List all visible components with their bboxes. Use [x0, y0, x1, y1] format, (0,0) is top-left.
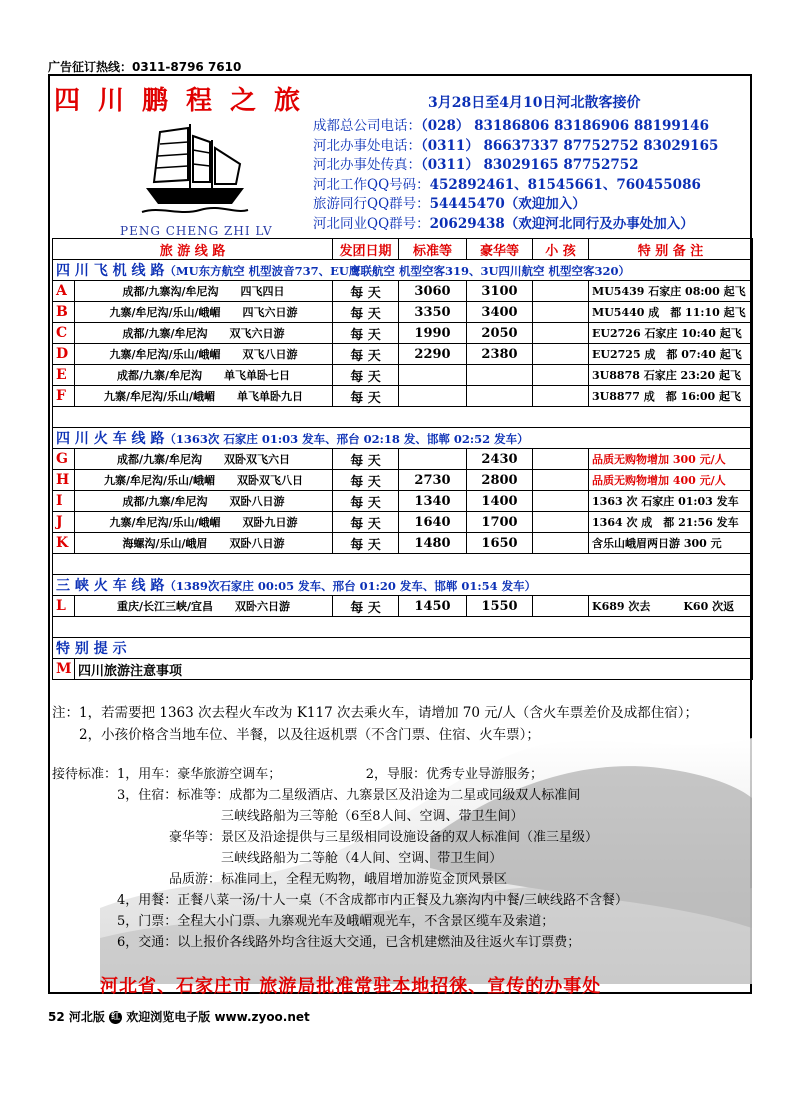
route-name: 成都/九寨/牟尼沟 — [122, 495, 208, 508]
route-name: 九寨/牟尼沟/乐山/峨嵋 — [109, 516, 221, 529]
price-standard: 1640 — [399, 512, 467, 533]
departure-date: 每 天 — [333, 596, 399, 617]
price-standard — [399, 449, 467, 470]
route-cell — [75, 512, 333, 533]
route-desc: 双飞八日游 — [242, 348, 298, 361]
remark: MU5439 石家庄 08:00 起飞 — [589, 281, 753, 302]
price-child — [533, 323, 589, 344]
route-row — [53, 491, 753, 512]
remark: 1363 次 石家庄 01:03 发车 — [589, 491, 753, 512]
section-subtitle: （1389次石家庄 00:05 发车、邢台 01:20 发车、邯郸 01:54 发车） — [164, 579, 537, 593]
contact-list — [313, 117, 718, 234]
route-cell — [75, 533, 333, 554]
spacer-row — [53, 554, 753, 575]
price-child — [533, 533, 589, 554]
route-desc: 双卧六日游 — [235, 600, 291, 613]
route-row — [53, 449, 753, 470]
route-desc: 单飞单卧九日 — [237, 390, 304, 403]
remark: EU2725 成 都 07:40 起飞 — [589, 344, 753, 365]
price-standard — [399, 386, 467, 407]
spacer-row — [53, 407, 753, 428]
price-standard: 2290 — [399, 344, 467, 365]
price-luxury: 2800 — [467, 470, 533, 491]
edition: 河北版 — [68, 1010, 105, 1024]
route-desc: 双卧八日游 — [229, 537, 285, 550]
contact-line: 成都总公司电话：（028） 83186806 83186906 88199146 — [313, 118, 709, 134]
route-desc: 双飞六日游 — [229, 327, 285, 340]
contact-line: 旅游同行QQ群号：54445470（欢迎加入） — [313, 196, 586, 212]
price-luxury: 1400 — [467, 491, 533, 512]
price-luxury: 3100 — [467, 281, 533, 302]
remark: 品质无购物增加 400 元/人 — [589, 470, 753, 491]
route-row — [53, 470, 753, 491]
section-subtitle: （MU东方航空 机型波音737、EU鹰联航空 机型空客319、3U四川航空 机型空客320） — [164, 264, 630, 278]
logo-text: PENG CHENG ZHI LV — [120, 224, 273, 238]
route-code: I — [53, 491, 75, 512]
route-name: 九寨/牟尼沟/乐山/峨嵋 — [103, 474, 216, 487]
standard-line: 3，住宿：标准等：成都为二星级酒店、九寨景区及沿途为二星或同级双人标准间 — [52, 788, 581, 803]
remark: 品质无购物增加 300 元/人 — [589, 449, 753, 470]
logo-badge: 红 — [111, 1012, 121, 1022]
price-table — [52, 238, 753, 680]
route-code: C — [53, 323, 75, 344]
price-luxury — [467, 365, 533, 386]
price-luxury: 2050 — [467, 323, 533, 344]
route-cell — [75, 281, 333, 302]
header-standard: 标准等 — [399, 239, 467, 260]
route-desc: 双卧九日游 — [242, 516, 298, 529]
section-title-row — [53, 428, 753, 449]
route-row — [53, 533, 753, 554]
route-name: 成都/九寨/牟尼沟 — [122, 327, 208, 340]
route-desc: 双卧双飞六日 — [224, 453, 291, 466]
price-child — [533, 512, 589, 533]
remark: K689 次去 K60 次返 — [589, 596, 753, 617]
standard-line: 5，门票：全程大小门票、九寨观光车及峨嵋观光车，不含景区缆车及索道； — [52, 914, 555, 929]
spacer-cell — [53, 617, 753, 638]
special-title-row — [53, 638, 753, 659]
remark: EU2726 石家庄 10:40 起飞 — [589, 323, 753, 344]
route-name: 成都/九寨/牟尼沟 — [116, 369, 203, 382]
footer-link[interactable]: 欢迎浏览电子版 www.zyoo.net — [126, 1010, 310, 1024]
price-standard: 1450 — [399, 596, 467, 617]
section-title — [53, 575, 753, 596]
departure-date: 每 天 — [333, 386, 399, 407]
header-date: 发团日期 — [333, 239, 399, 260]
route-row — [53, 281, 753, 302]
standard-line: 6，交通：以上报价各线路外均含往返大交通，已含机建燃油及往返火车订票费； — [52, 935, 581, 950]
route-cell — [75, 365, 333, 386]
route-code: F — [53, 386, 75, 407]
route-name: 九寨/牟尼沟/乐山/峨嵋 — [109, 306, 221, 319]
route-code: K — [53, 533, 75, 554]
section-title — [53, 428, 753, 449]
contact-line: 河北工作QQ号码：452892461、81545661、760455086 — [313, 176, 701, 193]
price-standard: 2730 — [399, 470, 467, 491]
price-standard: 3060 — [399, 281, 467, 302]
header-route: 旅 游 线 路 — [53, 239, 333, 260]
standard-line: 接待标准：1，用车：豪华旅游空调车； 2，导服：优秀专业导游服务； — [52, 767, 544, 782]
route-row — [53, 344, 753, 365]
departure-date: 每 天 — [333, 323, 399, 344]
route-row — [53, 323, 753, 344]
route-row — [53, 302, 753, 323]
route-desc: 双卧双飞八日 — [237, 474, 304, 487]
approval-banner: 河北省、石家庄市 旅游局批准常驻本地招徕、宣传的办事处 — [100, 976, 602, 997]
standard-line: 4，用餐：正餐八菜一汤/十人一桌（不含成都市内正餐及九寨沟内中餐/三峡线路不含餐） — [52, 893, 629, 908]
special-text: 四川旅游注意事项 — [75, 659, 753, 680]
price-child — [533, 596, 589, 617]
route-cell — [75, 449, 333, 470]
price-standard: 1340 — [399, 491, 467, 512]
route-row — [53, 512, 753, 533]
remark: 3U8878 石家庄 23:20 起飞 — [589, 365, 753, 386]
route-name: 成都/九寨沟/牟尼沟 — [122, 285, 219, 298]
section-name: 三 峡 火 车 线 路 — [56, 578, 165, 594]
route-name: 九寨/牟尼沟/乐山/峨嵋 — [103, 390, 216, 403]
route-cell — [75, 470, 333, 491]
price-luxury — [467, 386, 533, 407]
route-code: B — [53, 302, 75, 323]
standard-line: 三峡线路船为二等舱（4人间、空调、带卫生间） — [52, 851, 503, 866]
special-row — [53, 659, 753, 680]
price-child — [533, 344, 589, 365]
route-code: A — [53, 281, 75, 302]
route-name: 成都/九寨/牟尼沟 — [116, 453, 203, 466]
section-title-row — [53, 260, 753, 281]
section-title-row — [53, 575, 753, 596]
page-number: 52 — [48, 1010, 65, 1024]
route-code: L — [53, 596, 75, 617]
price-standard: 3350 — [399, 302, 467, 323]
price-standard: 1990 — [399, 323, 467, 344]
contact-line: 河北办事处传真：（0311） 83029165 87752752 — [313, 157, 639, 173]
price-standard — [399, 365, 467, 386]
route-desc: 四飞六日游 — [242, 306, 298, 319]
route-code: G — [53, 449, 75, 470]
section-subtitle: （1363次 石家庄 01:03 发车、邢台 02:18 发、邯郸 02:52 发车） — [164, 432, 529, 446]
route-desc: 四飞四日 — [240, 285, 285, 298]
price-luxury: 1650 — [467, 533, 533, 554]
route-cell — [75, 302, 333, 323]
header-remark: 特 别 备 注 — [589, 239, 753, 260]
price-child — [533, 449, 589, 470]
route-cell — [75, 596, 333, 617]
price-luxury: 2380 — [467, 344, 533, 365]
price-child — [533, 281, 589, 302]
remark: 1364 次 成 都 21:56 发车 — [589, 512, 753, 533]
route-code: H — [53, 470, 75, 491]
special-code: M — [53, 659, 75, 680]
standard-line: 豪华等：景区及沿途提供与三星级相同设施设备的双人标准间（准三星级） — [52, 830, 599, 845]
special-title: 特 别 提 示 — [53, 638, 753, 659]
price-child — [533, 386, 589, 407]
departure-date: 每 天 — [333, 470, 399, 491]
route-row — [53, 596, 753, 617]
route-name: 重庆/长江三峡/宜昌 — [116, 600, 214, 613]
section-name: 四 川 飞 机 线 路 — [56, 263, 165, 279]
price-standard: 1480 — [399, 533, 467, 554]
notes — [52, 702, 698, 746]
price-child — [533, 491, 589, 512]
contact-line: 河北办事处电话：（0311） 86637337 87752752 83029165 — [313, 137, 719, 154]
departure-date: 每 天 — [333, 302, 399, 323]
section-title — [53, 260, 753, 281]
route-cell — [75, 323, 333, 344]
spacer-cell — [53, 554, 753, 575]
remark: MU5440 成 都 11:10 起飞 — [589, 302, 753, 323]
service-standards — [52, 764, 628, 953]
departure-date: 每 天 — [333, 512, 399, 533]
standard-line: 三峡线路船为三等舱（6至8人间、空调、带卫生间） — [52, 809, 524, 824]
header-child: 小 孩 — [533, 239, 589, 260]
price-child — [533, 470, 589, 491]
date-info: 3月28日至4月10日河北散客接价 — [428, 95, 641, 111]
standard-line: 品质游：标准同上，全程无购物，峨眉增加游览金顶风景区 — [52, 872, 508, 887]
header-luxury: 豪华等 — [467, 239, 533, 260]
note-line: 2，小孩价格含当地车位、半餐，以及往返机票（不含门票、住宿、火车票）； — [52, 727, 540, 743]
price-luxury: 1550 — [467, 596, 533, 617]
spacer-row — [53, 617, 753, 638]
route-code: E — [53, 365, 75, 386]
route-row — [53, 365, 753, 386]
remark: 含乐山峨眉两日游 300 元 — [589, 533, 753, 554]
departure-date: 每 天 — [333, 449, 399, 470]
route-desc: 双卧八日游 — [229, 495, 285, 508]
spacer-cell — [53, 407, 753, 428]
route-cell — [75, 386, 333, 407]
departure-date: 每 天 — [333, 281, 399, 302]
route-cell — [75, 344, 333, 365]
price-child — [533, 302, 589, 323]
route-code: J — [53, 512, 75, 533]
price-luxury: 3400 — [467, 302, 533, 323]
page-footer — [48, 1008, 310, 1025]
route-name: 海螺沟/乐山/峨眉 — [122, 537, 208, 550]
section-name: 四 川 火 车 线 路 — [56, 431, 165, 447]
contact-line: 河北同业QQ群号：20629438（欢迎河北同行及办事处加入） — [313, 215, 694, 232]
route-row — [53, 386, 753, 407]
departure-date: 每 天 — [333, 491, 399, 512]
departure-date: 每 天 — [333, 533, 399, 554]
remark: 3U8877 成 都 16:00 起飞 — [589, 386, 753, 407]
route-code: D — [53, 344, 75, 365]
ad-hotline: 广告征订热线：0311-8796 7610 — [48, 60, 242, 74]
price-luxury: 1700 — [467, 512, 533, 533]
route-desc: 单飞单卧七日 — [224, 369, 291, 382]
table-header-row — [53, 239, 753, 260]
departure-date: 每 天 — [333, 365, 399, 386]
route-cell — [75, 491, 333, 512]
price-child — [533, 365, 589, 386]
brand-title: 四川鹏程之旅 — [54, 86, 319, 116]
price-luxury: 2430 — [467, 449, 533, 470]
junk-boat-logo — [140, 120, 250, 220]
departure-date: 每 天 — [333, 344, 399, 365]
note-line: 注：1，若需要把 1363 次去程火车改为 K117 次去乘火车，请增加 70 元/人（含火车票差价及成都住宿）； — [52, 705, 699, 721]
route-name: 九寨/牟尼沟/乐山/峨嵋 — [109, 348, 221, 361]
